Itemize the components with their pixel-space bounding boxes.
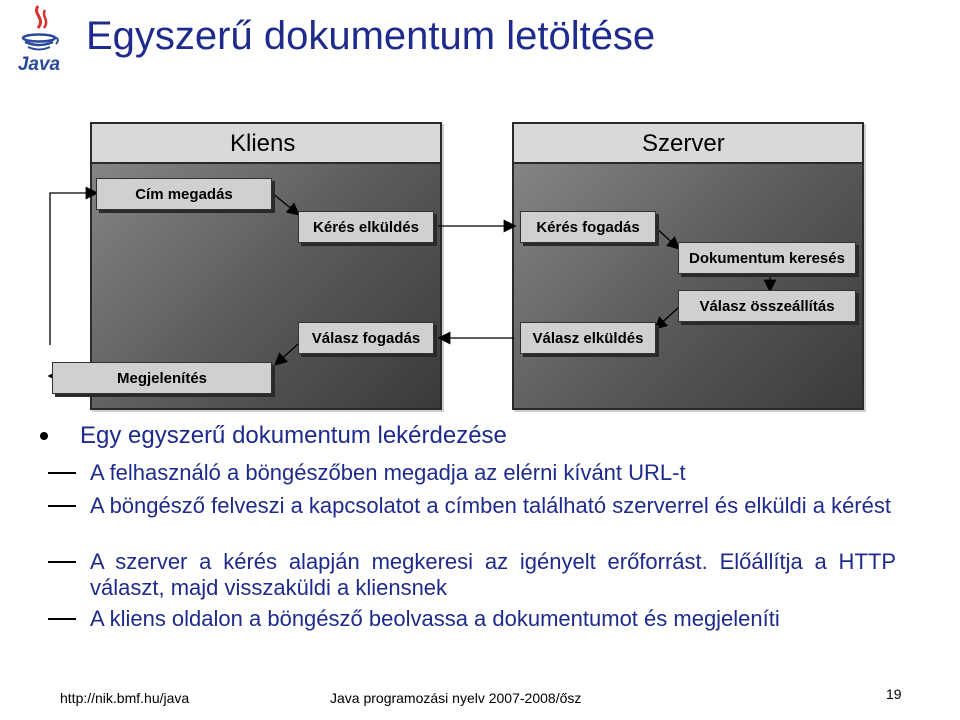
- bullet-item: [90, 549, 896, 601]
- dash-marker: [48, 505, 76, 507]
- arrow-receive-to-display: [276, 344, 298, 364]
- client-label: Kliens: [230, 130, 296, 157]
- footer-url: http://nik.bmf.hu/java: [60, 690, 190, 706]
- bullet-item-text: A kliens oldalon a böngésző beolvassa a dokumentumot és megjeleníti: [90, 606, 780, 631]
- dash-marker: [48, 561, 76, 563]
- java-logo-text: Java: [17, 54, 61, 75]
- bullet-item-text: A felhasználó a böngészőben megadja az elérni kívánt URL-t: [90, 460, 686, 485]
- arrow-start: [50, 193, 96, 345]
- footer-course: Java programozási nyelv 2007-2008/ősz: [330, 690, 582, 706]
- bullet-item: [90, 460, 896, 486]
- bullet-item-text: A böngésző felveszi a kapcsolatot a címben található szerverrel és elküldi a kérést: [90, 493, 891, 518]
- step-receive-response: Válasz fogadás: [298, 322, 434, 354]
- arrow-build-to-send: [656, 308, 678, 328]
- page-title: Egyszerű dokumentum letöltése: [86, 14, 656, 58]
- arrow-receive-to-find: [654, 226, 678, 248]
- dash-marker: [48, 618, 76, 620]
- step-address: Cím megadás: [96, 178, 272, 210]
- bullet-item-text: A szerver a kérés alapján megkeresi az igényelt erőforrást. Előállítja a HTTP választ, majd visszaküldi a kliensnek: [90, 549, 896, 600]
- bullet-dot: [40, 432, 48, 440]
- step-find-document: Dokumentum keresés: [678, 242, 856, 274]
- page-number: 19: [886, 686, 902, 702]
- step-display: Megjelenítés: [52, 362, 272, 394]
- dash-marker: [48, 472, 76, 474]
- bullet-item: [90, 493, 896, 519]
- step-receive-request: Kérés fogadás: [520, 211, 656, 243]
- bullet-item: [90, 606, 896, 632]
- arrow-address-to-send: [272, 193, 298, 214]
- step-build-response: Válasz összeállítás: [678, 290, 856, 322]
- step-send-response: Válasz elküldés: [520, 322, 656, 354]
- bullet-heading: Egy egyszerű dokumentum lekérdezése: [80, 422, 507, 449]
- step-send-request: Kérés elküldés: [298, 211, 434, 243]
- server-label: Szerver: [642, 130, 725, 157]
